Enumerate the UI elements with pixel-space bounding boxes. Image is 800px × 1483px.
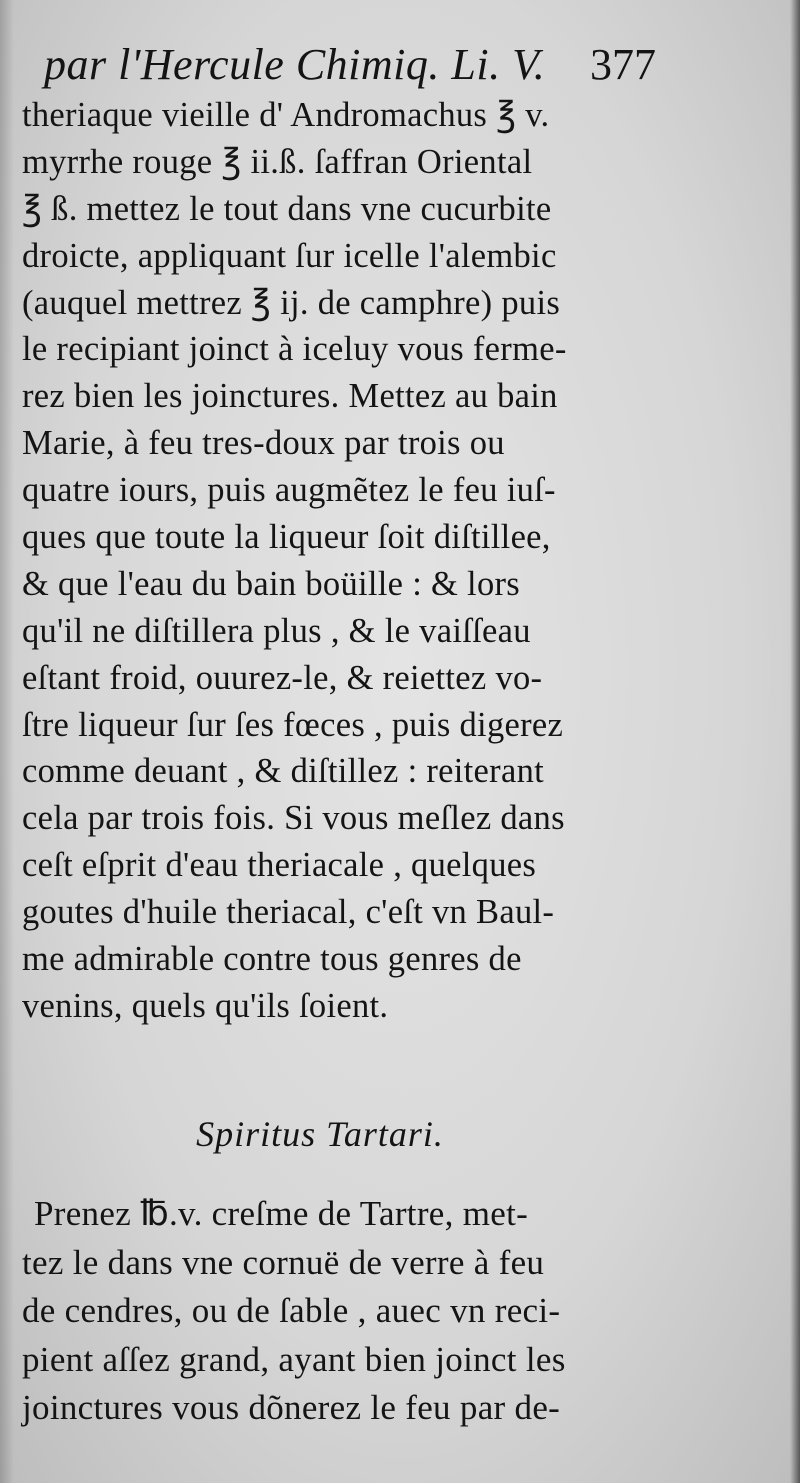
page-shadow-left	[0, 0, 14, 1483]
page-header	[44, 34, 656, 96]
text-line: Prenez ℔.v. creſme de Tartre, met-	[34, 1194, 529, 1233]
text-line: comme deuant , & diſtillez : reiterant	[22, 752, 545, 791]
page-number: 377	[590, 40, 656, 89]
text-line: ceſt eſprit d'eau theriacale , quelques	[22, 846, 537, 885]
text-line: Marie, à feu tres-doux par trois ou	[22, 424, 505, 463]
text-line: de cendres, ou de ſable , auec vn reci-	[22, 1291, 561, 1330]
text-line: (auquel mettrez ℥ ij. de camphre) puis	[22, 283, 561, 322]
text-line: eſtant froid, ouurez-le, & reiettez vo-	[22, 658, 543, 697]
paragraph-theriac-spirit	[22, 92, 662, 1030]
text-line: & que l'eau du bain boüille : & lors	[22, 564, 521, 603]
text-line: tez le dans vne cornuë de verre à feu	[22, 1242, 545, 1282]
text-line: le recipiant joinct à iceluy vous ferme-	[22, 330, 567, 369]
paragraph-tartar-spirit	[22, 1190, 662, 1433]
page-shadow-right	[790, 0, 800, 1483]
text-line: ques que toute la liqueur ſoit diſtillee,	[22, 518, 551, 557]
section-heading: Spiritus Tartari.	[196, 1114, 444, 1154]
text-line: rez bien les joinctures. Mettez au bain	[22, 377, 558, 416]
text-line: venins, quels qu'ils ſoient.	[22, 986, 389, 1025]
running-title: par l'Hercule Chimiq. Li. V.	[44, 40, 546, 89]
text-line: pient aſſez grand, ayant bien joinct les	[22, 1339, 566, 1379]
text-line: theriaque vieille d' Andromachus ℥ v.	[22, 96, 550, 134]
text-line: ſtre liqueur ſur ſes fœces , puis digerez	[22, 705, 564, 744]
text-line: myrrhe rouge ℥ ii.ß. ſaffran Oriental	[22, 142, 533, 181]
text-line: goutes d'huile theriacal, c'eſt vn Baul-	[22, 893, 555, 932]
text-line: droicte, appliquant ſur icelle l'alembic	[22, 236, 557, 275]
text-line: me admirable contre tous genres de	[22, 940, 522, 979]
text-line: cela par trois fois. Si vous meſlez dans	[22, 799, 565, 838]
text-line: quatre iours, puis augmẽtez le feu iuſ-	[22, 471, 556, 510]
text-line: ℥ ß. mettez le tout dans vne cucurbite	[22, 189, 552, 228]
text-line: qu'il ne diſtillera plus , & le vaiſſeau	[22, 611, 531, 650]
text-line: joinctures vous dõnerez le feu par de-	[22, 1388, 561, 1427]
